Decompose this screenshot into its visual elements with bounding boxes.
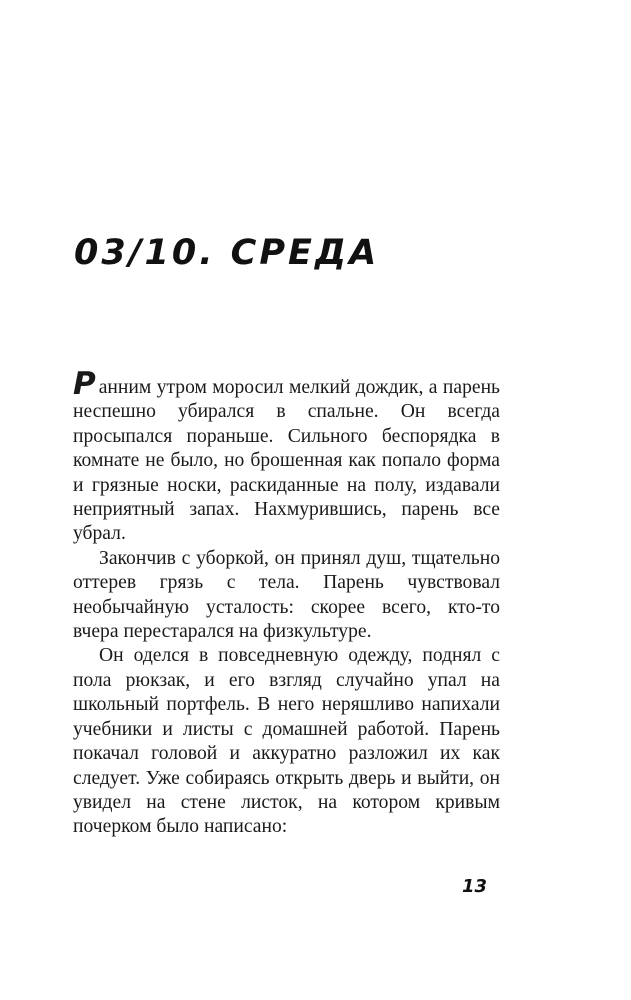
page-number: 13 bbox=[462, 876, 488, 897]
drop-cap: Р bbox=[73, 366, 96, 402]
paragraph-1 bbox=[73, 366, 500, 547]
paragraph-2: Закончив с уборкой, он принял душ, тщательно оттерев грязь с тела. Парень чувствовал необычайную усталость: скорее всего, кто-то вчера перестарался на физкультуре. bbox=[73, 547, 500, 643]
paragraph-1-text: анним утром моросил мелкий дождик, а парень неспешно убирался в спальне. Он всегда просыпался пораньше. Сильного беспорядка в комнате не было, но брошенная как попало форма и грязные носки, раскиданные на полу, издавали неприятный запах. Нахмурившись, парень все убрал. bbox=[73, 377, 500, 545]
chapter-title: 03/10. СРЕДА bbox=[74, 233, 380, 273]
body-text bbox=[73, 366, 500, 840]
paragraph-3: Он оделся в повседневную одежду, поднял с пола рюкзак, и его взгляд случайно упал на школьный портфель. В него неряшливо напихали учебники и листы с домашней работой. Парень покачал головой и аккуратно разложил их как следует. Уже собираясь открыть дверь и выйти, он увидел на стене листок, на котором кривым почерком было написано: bbox=[73, 645, 500, 838]
